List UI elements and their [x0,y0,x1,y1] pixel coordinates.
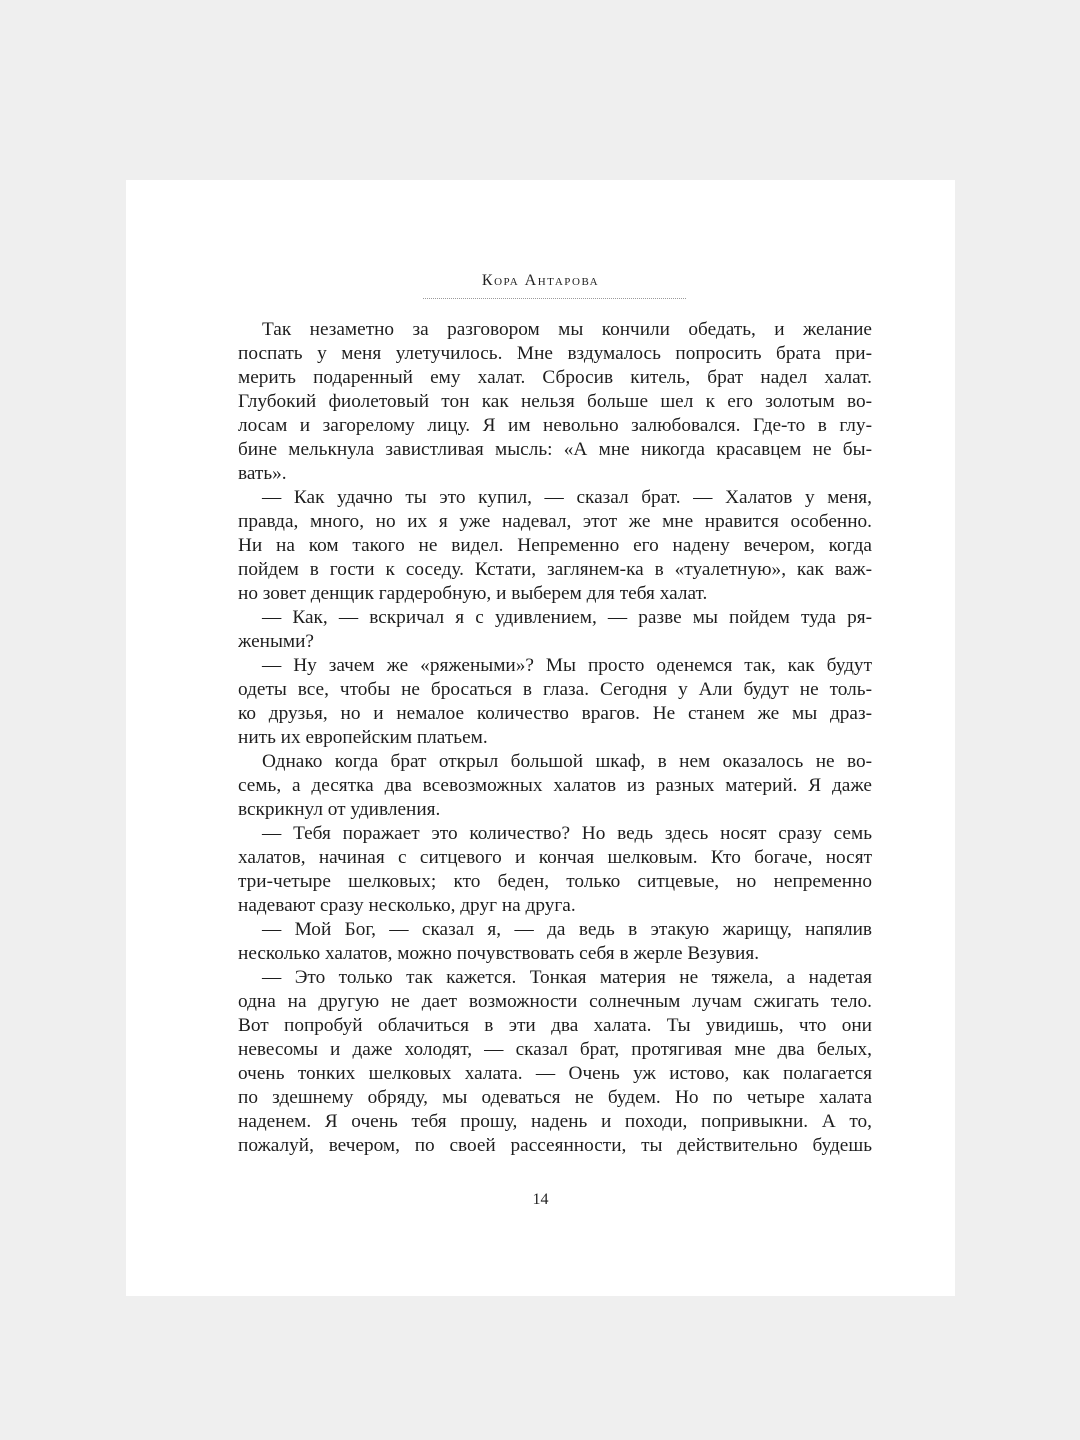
text-line: по здешнему обряду, мы одеваться не будем. Но по четыре халата [238,1087,872,1108]
text-line: три-четыре шелковых; кто беден, только ситцевые, но непременно [238,871,872,892]
text-line: поспать у меня улетучилось. Мне вздумалось попросить брата при- [238,343,872,364]
text-line: невесомы и даже холодят, — сказал брат, протягивая мне два белых, [238,1039,872,1060]
text-line: — Мой Бог, — сказал я, — да ведь в этакую жарищу, напялив [262,919,872,940]
text-line: одеты все, чтобы не бросаться в глаза. Сегодня у Али будут не толь- [238,679,872,700]
text-line: Вот попробуй облачиться в эти два халата. Ты увидишь, что они [238,1015,872,1036]
text-line: ко друзья, но и немалое количество врагов. Не станем же мы драз- [238,703,872,724]
text-line: пойдем в гости к соседу. Кстати, заглянем-ка в «туалетную», как важ- [238,559,872,580]
text-line: нить их европейским платьем. [238,727,488,748]
body-text [238,318,872,1158]
text-line: надевают сразу несколько, друг на друга. [238,895,576,916]
text-line: несколько халатов, можно почувствовать себя в жерле Везувия. [238,943,760,964]
text-line: вать». [238,463,287,484]
text-line: лосам и загорелому лицу. Я им невольно залюбовался. Где-то в глу- [238,415,872,436]
text-line: халатов, начиная с ситцевого и кончая шелковым. Кто богаче, носят [238,847,872,868]
text-line: семь, а десятка два всевозможных халатов из разных материй. Я даже [238,775,872,796]
book-page [126,180,955,1296]
text-line: но зовет денщик гардеробную, и выберем для тебя халат. [238,583,708,604]
text-line: Однако когда брат открыл большой шкаф, в нем оказалось не во- [262,751,872,772]
running-head-rule [423,298,686,299]
text-line: — Как, — вскричал я с удивлением, — разве мы пойдем туда ря- [262,607,872,628]
text-line: бине мелькнула завистливая мысль: «А мне никогда красавцем не бы- [238,439,872,460]
text-line: Ни на ком такого не видел. Непременно его надену вечером, когда [238,535,872,556]
text-line: Так незаметно за разговором мы кончили обедать, и желание [262,319,872,340]
text-line: очень тонких шелковых халата. — Очень уж истово, как полагается [238,1063,872,1084]
running-head: Кора Антарова [481,272,600,289]
text-line: одна на другую не дает возможности солнечным лучам сжигать тело. [238,991,872,1012]
text-line: мерить подаренный ему халат. Сбросив китель, брат надел халат. [238,367,872,388]
text-line: — Ну зачем же «ряжеными»? Мы просто оденемся так, как будут [262,655,872,676]
page-number: 14 [532,1191,549,1208]
text-line: — Тебя поражает это количество? Но ведь здесь носят сразу семь [262,823,872,844]
text-line: Глубокий фиолетовый тон как нельзя больше шел к его золотым во- [238,391,872,412]
text-line: вскрикнул от удивления. [238,799,441,820]
text-line: — Это только так кажется. Тонкая материя не тяжела, а надетая [262,967,872,988]
text-line: правда, много, но их я уже надевал, этот же мне нравится особенно. [238,511,872,532]
text-line: — Как удачно ты это купил, — сказал брат. — Халатов у меня, [262,487,872,508]
text-line: пожалуй, вечером, по своей рассеянности, ты действительно будешь [238,1135,872,1156]
text-line: жеными? [238,631,314,652]
text-line: наденем. Я очень тебя прошу, надень и походи, попривыкни. А то, [238,1111,872,1132]
